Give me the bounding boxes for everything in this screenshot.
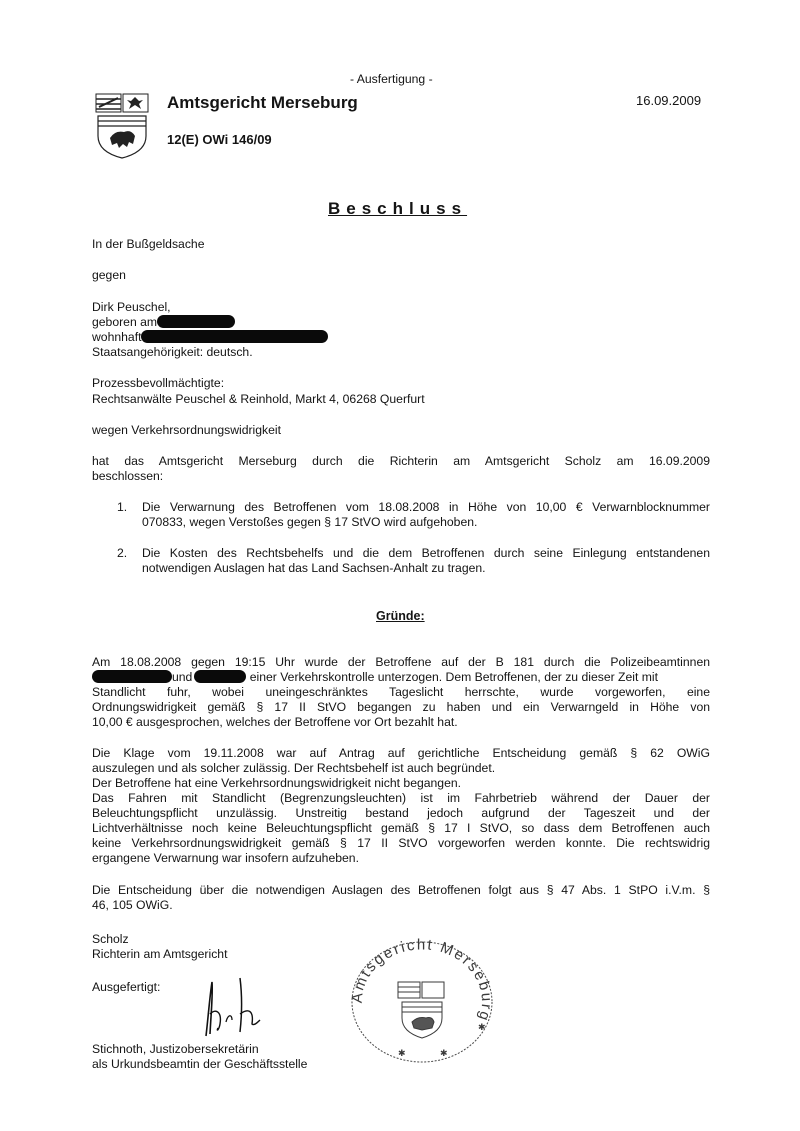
reasons-p1-line4: Ordnungswidrigkeit gemäß § 17 II StVO begangen zu haben und ein Verwarngeld in Höhe von [92, 700, 710, 714]
reasons-heading: Gründe: [376, 609, 425, 623]
ruling-2-line2: notwendigen Auslagen hat das Land Sachsen-Anhalt zu tragen. [142, 561, 486, 575]
nationality: Staatsangehörigkeit: deutsch. [92, 345, 253, 359]
redaction-bar [157, 315, 235, 328]
svg-text:✱: ✱ [440, 1048, 448, 1058]
coat-of-arms-icon [93, 92, 151, 160]
reasons-p1-line3: Standlicht fuhr, wobei uneingeschränktes Tageslicht herrschte, wurde vorgeworfen, eine [92, 685, 710, 699]
address-label: wohnhaft [92, 330, 142, 344]
seal-text: Amtsgericht Merseburg [348, 936, 496, 1025]
reasons-p2-line8: ergangene Verwarnung war insofern aufzuheben. [92, 851, 359, 865]
redaction-bar [92, 670, 172, 683]
reasons-p1-line1: Am 18.08.2008 gegen 19:15 Uhr wurde der Betroffene auf der B 181 durch die Polizeibeamtinnen [92, 655, 710, 669]
ausfertigung-label: - Ausfertigung - [350, 72, 433, 86]
reasons-p1-line2-rest: einer Verkehrskontrolle unterzogen. Dem Betroffenen, der zu dieser Zeit mit [249, 670, 658, 684]
svg-text:✱: ✱ [398, 1048, 406, 1058]
matter: wegen Verkehrsordnungswidrigkeit [92, 423, 282, 437]
clerk-title: als Urkundsbeamtin der Geschäftsstelle [92, 1057, 308, 1071]
reasons-p2-line6: Lichtverhältnisse noch keine Beleuchtungspflicht gemäß § 17 I StVO, so dass dem Betroffenen auch [92, 821, 710, 835]
reasons-p3-line2: 46, 105 OWiG. [92, 898, 173, 912]
decision-intro-line2: beschlossen: [92, 469, 164, 483]
reasons-p3-line1: Die Entscheidung über die notwendigen Auslagen des Betroffenen folgt aus § 47 Abs. 1 StPO i.V.m. § [92, 883, 710, 897]
case-intro: In der Bußgeldsache [92, 237, 205, 251]
reasons-p2-line5: Beleuchtungspflicht unzulässig. Unstreitig bestand jedoch aufgrund der Tageszeit und der [92, 806, 710, 820]
document-title: Beschluss [328, 199, 468, 218]
ruling-number: 2. [117, 546, 128, 560]
file-number: 12(E) OWi 146/09 [167, 132, 272, 147]
ruling-1-line2: 070833, wegen Verstoßes gegen § 17 StVO wird aufgehoben. [142, 515, 478, 529]
svg-text:✱: ✱ [478, 1022, 486, 1032]
document-date: 16.09.2009 [636, 93, 702, 108]
counsel-label: Prozessbevollmächtigte: [92, 376, 225, 390]
handwritten-signature [196, 974, 276, 1040]
defendant-name: Dirk Peuschel, [92, 300, 171, 314]
redaction-bar [141, 330, 328, 343]
counsel-value: Rechtsanwälte Peuschel & Reinhold, Markt 4, 06268 Querfurt [92, 392, 425, 406]
court-name: Amtsgericht Merseburg [167, 93, 358, 112]
reasons-p2-line1: Die Klage vom 19.11.2008 war auf Antrag auf gerichtliche Entscheidung gemäß § 62 OWiG [92, 746, 710, 760]
reasons-p1-line2 [92, 670, 710, 685]
address-line [92, 330, 328, 345]
birth-date-line [92, 315, 235, 330]
reasons-p2-line4: Das Fahren mit Standlicht (Begrenzungsleuchten) ist im Fahrbetrieb während der Dauer der [92, 791, 710, 805]
ruling-number: 1. [117, 500, 128, 514]
ruling-2-line1: Die Kosten des Rechtsbehelfs und die dem Betroffenen durch seine Einlegung entstandenen [142, 546, 710, 560]
issued-label: Ausgefertigt: [92, 980, 161, 994]
reasons-p1-line5: 10,00 € ausgesprochen, welches der Betroffene vor Ort bezahlt hat. [92, 715, 458, 729]
reasons-p2-line3: Der Betroffene hat eine Verkehrsordnungswidrigkeit nicht begangen. [92, 776, 462, 790]
decision-intro-line1: hat das Amtsgericht Merseburg durch die Richterin am Amtsgericht Scholz am 16.09.2009 [92, 454, 710, 468]
redaction-bar [194, 670, 246, 683]
clerk-name: Stichnoth, Justizobersekretärin [92, 1042, 259, 1056]
court-seal-icon [344, 934, 500, 1064]
reasons-p2-line2: auszulegen und als solcher zulässig. Der Rechtsbehelf ist auch begründet. [92, 761, 496, 775]
judge-title: Richterin am Amtsgericht [92, 947, 228, 961]
und-word: und [172, 670, 193, 684]
judge-name: Scholz [92, 932, 129, 946]
svg-text:Amtsgericht Merseburg [349, 936, 496, 1024]
birth-label: geboren am [92, 315, 158, 329]
against-label: gegen [92, 268, 126, 282]
reasons-p2-line7: keine Verkehrsordnungswidrigkeit gemäß § 17 II StVO vorgeworfen werden konnte. Die rechtswidrig [92, 836, 710, 850]
ruling-1-line1: Die Verwarnung des Betroffenen vom 18.08.2008 in Höhe von 10,00 € Verwarnblocknummer [142, 500, 710, 514]
